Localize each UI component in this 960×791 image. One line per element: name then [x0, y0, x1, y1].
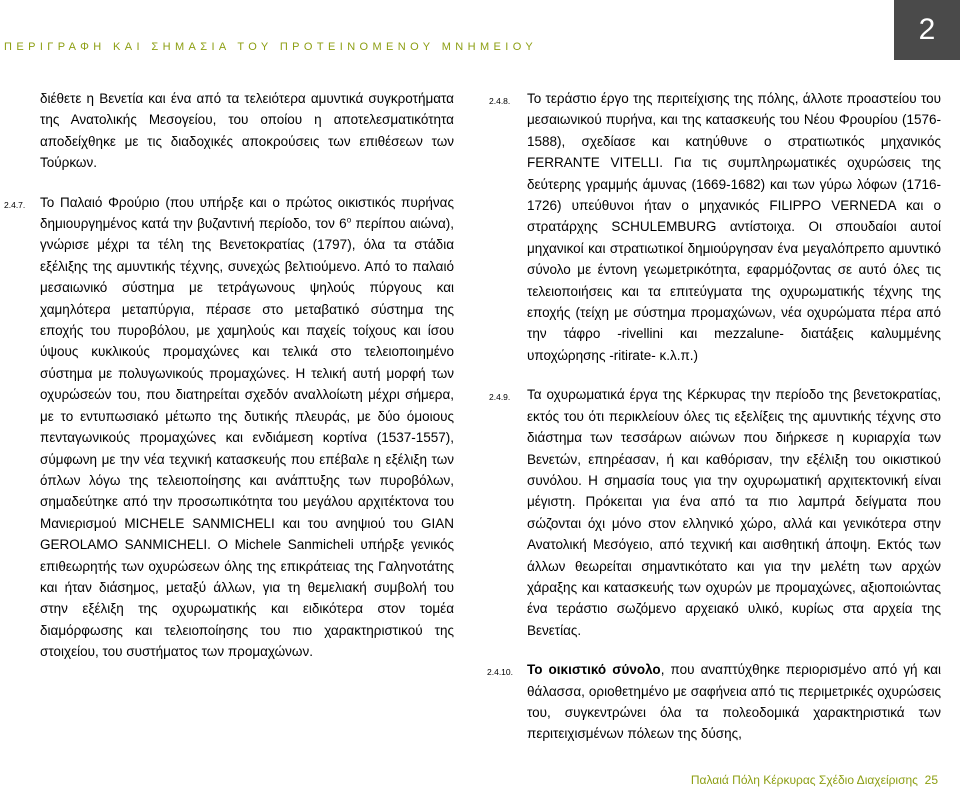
paragraph-2-4-10: [487, 659, 941, 745]
paragraph-number: 2.4.8.: [489, 96, 511, 106]
page-footer: [691, 773, 938, 787]
intro-paragraph: διέθετε η Βενετία και ένα από τα τελειότερα αμυντικά συγκροτήματα της Ανατολικής Μεσογείου, του οποίου η αποτελεσματικότητα αποδείχθηκε με τις διαδοχικές αποκρούσεις των επιθέσεων των Τούρκων.: [40, 91, 454, 171]
right-column: [487, 88, 941, 745]
paragraph-2-4-8: [489, 88, 941, 366]
paragraph-text: Το Παλαιό Φρούριο (που υπήρξε και ο πρώτος οικιστικός πυρήνας δημιουργημένος κατά την βυζαντινή περίοδο, τον 6: [40, 194, 454, 232]
chapter-number: 2: [894, 0, 960, 60]
section-title: ΠΕΡΙΓΡΑΦΗ ΚΑΙ ΣΗΜΑΣΙΑ ΤΟΥ ΠΡΟΤΕΙΝΟΜΕΝΟΥ ΜΝΗΜΕΙΟΥ: [4, 41, 538, 53]
paragraph-text: Τα οχυρωματικά έργα της Κέρκυρας την περίοδο της βενετοκρατίας, εκτός του ότι περικλείουν όλες τις εξελίξεις της αμυντικής τέχνης στο διάστημα των τεσσάρων αιώνων που διήρκεσε η κυριαρχία των Βενετών, επηρέασαν, ή και καθόρισαν, την εξέλιξη του οικιστικού συνόλου. Η σημασία τους για την οχυρωματική αρχιτεκτονική είναι μέγιστη. Πρόκειται για ένα από τα πιο λαμπρά δείγματα που σώζονται όχι μόνο στον ελληνικό χώρο, αλλά και γενικότερα στην Ανατολική Μεσόγειο, από τεχνική και αισθητική άποψη. Εκτός των άλλων θεωρείται σημαντικότατο και για την μελέτη των αρχών χάραξης και κατασκευής των οχυρών με προμαχώνες, αξιοποιώντας ένα τεράστιο σωζόμενο αρχειακό υλικό, κυρίως στα αρχεία της Βενετίας.: [527, 387, 941, 638]
paragraph-text: Το τεράστιο έργο της περιτείχισης της πόλης, άλλοτε προαστείου του μεσαιωνικού πυρήνα, και της κατασκευής του Νέου Φρουρίου (1576-1588), σχεδίασε και κατηύθυνε ο στρατιωτικός μηχανικός FERRANTE VITELLI. Για τις συμπληρωματικές οχυρώσεις της δεύτερης γραμμής άμυνας (1669-1682) και των γύρω λόφων (1716-1726) υπεύθυνοι ήταν ο μηχανικός FILIPPO VERNEDA και ο στρατάρχης SCHULEMBURG αντίστοιχα. Οι σπουδαίοι αυτοί μηχανικοί και στρατιωτικοί δημιούργησαν ένα μεγαλόπρεπο αμυντικό σύνολο με έντονη γεωμετρικότητα, εφαρμόζοντας σε αυτό όλες τις τελειοποιήσεις και τα επιτεύγματα της οχυρωματικής τέχνης της εποχής (τείχη με σύστημα προμαχώνων, νέα οχυρώματα πέρα από την τάφρο -rivellini και mezzalune- διατάξεις καλυμμένης υποχώρησης -ritirate- κ.λ.π.): [527, 91, 941, 363]
paragraph-number: 2.4.10.: [487, 667, 513, 678]
superscript: ο: [346, 215, 352, 225]
page-header: [0, 0, 894, 62]
paragraph-2-4-9: [489, 384, 941, 641]
paragraph-number: 2.4.7.: [4, 199, 26, 210]
footer-title: Παλαιά Πόλη Κέρκυρας Σχέδιο Διαχείρισης: [690, 773, 918, 787]
paragraph-text: , που αναπτύχθηκε περιορισμένο από γή και θάλασσα, οριοθετημένο με σαφήνεια από τις περιμετρικές οχυρώσεις του, συγκεντρώνει όλα τα πολεοδομικά χαρακτηριστικά των περιτειχισμένων πόλεων της δύσης,: [527, 662, 941, 742]
page-number: 25: [924, 773, 938, 787]
paragraph-text: περίπου αιώνα), γνώρισε μέχρι τα τέλη της Βενετοκρατίας (1797), όλα τα στάδια εξέλιξης της αμυντικής τέχνης, συνεχώς βελτιούμενο. Από το παλαιό μεσαιωνικό σύστημα με τετράγωνους ψηλούς πύργους και χαμηλότερα μεταπύργια, πέρασε στο μεταβατικό σύστημα της εποχής του πυροβόλου, με χαμηλούς και παχείς τοίχους και ίσου ύψους κυκλικούς προμαχώνες και τελικά στο τελειοποιημένο σύστημα με πολυγωνικούς προμαχώνες. Η τελική αυτή μορφή των οχυρώσεών του, που διατηρείται σχεδόν αναλλοίωτη μέχρι σήμερα, με το εντυπωσιακό μέτωπο της δυτικής πλευράς, με δύο όμοιους πενταγωνικούς προμαχώνες και ενδιάμεση κορτίνα (1537-1557), σύμφωνη με την νέα τεχνική κατασκευής που επέβαλε η εξέλιξη των όπλων λόγω της τελειοποίησης και ανάπτυξης των πυροβόλων, σημαδεύτηκε από την προσωπικότητα του μεγάλου αρχιτέκτονα του Μανιερισμού MICHELE SANMICHELI και του ανηψιού του GIAN GEROLAMO SANMICHELI. O Michele Sanmicheli υπήρξε γενικός επιθεωρητής των οχυρώσεων όλης της επικράτειας της Γαληνοτάτης και ήταν διάσημος, μεταξύ άλλων, για τη θεμελιακή συμβολή του στην εξέλιξη της οχυρωματικής και ειδικότερα στον τομέα διαμόρφωσης και τελειοποίησης του πιο χαρακτηριστικού της στοιχείου, του συστήματος των προμαχώνων.: [40, 216, 455, 660]
left-column: [4, 88, 455, 663]
paragraph-2-4-7: [4, 192, 455, 663]
bold-term: Το οικιστικό σύνολο: [527, 662, 661, 678]
paragraph-number: 2.4.9.: [489, 392, 511, 403]
